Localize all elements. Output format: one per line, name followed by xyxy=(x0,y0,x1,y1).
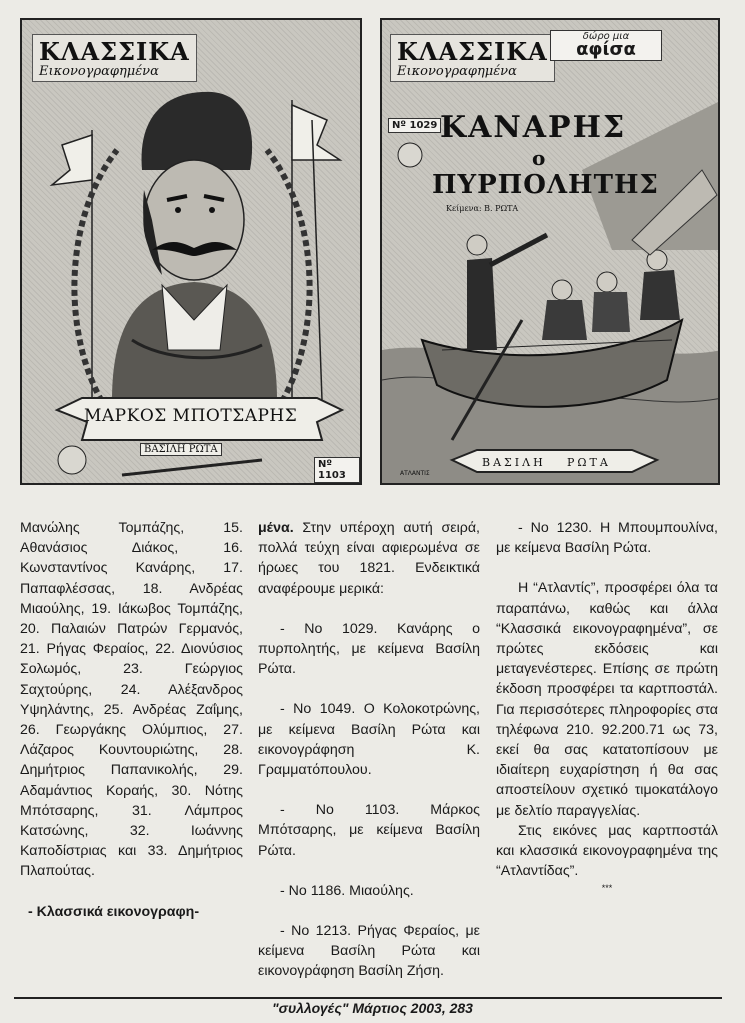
masthead-title: ΚΛΑΣΣΙΚΑ xyxy=(39,37,190,66)
section-heading-text: - Κλασσικά εικονογραφη- xyxy=(28,903,200,920)
issue-badge: Nº 1103 xyxy=(314,457,360,483)
atlantis-offer-paragraph: Η “Ατλαντίς”, προσφέρει όλα τα παραπάνω, καθώς και άλλα “Κλασσικά εικονογραφημένα”, σε πρώτες εκδόσεις και μεταγενέστερες. Επίσης σε πρώτη έκδοση προσφέρει τα καρτποστάλ. Για περισσότερες πληροφορίες στα τηλέφωνα 210. 92.200.71 ως 73, εκεί θα σας κατατοπίσουν με ιδιαίτερη ευχαρίστηση ή θα σας αποστείλουν σχετικό τιμοκατάλογο με δελτίο παραγγελίας. xyxy=(496,580,718,819)
heroes-list-paragraph: Μανώλης Τομπάζης, 15. Αθανάσιος Διάκος, 16. Κωνσταντίνος Κανάρης, 17. Παπαφλέσσας, 18. Ανδρέας Μιαούλης, 19. Ιάκωβος Τομπάζης, 20. Παλαιών Πατρών Γερμανός, 21. Ρήγας Φεραίος, 22. Διονύσιος Σολωμός, 23. Γεώργιος Σαχτούρης, 24. Αλέξανδρος Υψηλάντης, 25. Ανδρέας Ζαΐμης, 26. Γεωργάκης Ολύμπιος, 27. Λάζαρος Κουντουριώτης, 28. Δημήτριος Παπανικολής, 29. Αδαμάντιος Κοραής, 30. Νότης Μπότσαρης, 31. Λάμπρος Κατσώνης, 32. Ιωάννης Καποδίστριας και 33. Δημήτριος Πλαπούτας. xyxy=(20,520,243,880)
list-item: - Νο 1029. Κανάρης ο πυρπολητής, με κείμενα Βασίλη Ρώτα. xyxy=(258,620,480,678)
masthead xyxy=(32,34,197,82)
list-item: - Νο 1213. Ρήγας Φεραίος, με κείμενα Βασίλη Ρώτα και εικονογράφηση Βασίλη Ζήση. xyxy=(258,923,480,980)
list-item: - Νο 1103. Μάρκος Μπότσαρης, με κείμενα Βασίλη Ρώτα. xyxy=(258,802,480,859)
page-footer: "συλλογές" Μάρτιος 2003, 283 xyxy=(272,1000,473,1016)
issue-badge: Nº 1029 xyxy=(388,118,441,133)
list-item: - Νο 1049. Ο Κολοκοτρώνης, με κείμενα Βασίλη Ρώτα και εικονογράφηση Κ. Γραμματόπουλου. xyxy=(258,701,480,779)
section-heading-end: μένα. xyxy=(258,520,294,536)
cover-credit: Κείμενα: Β. ΡΩΤΑ xyxy=(446,204,519,213)
ribbon-author-last: ΡΩΤΑ xyxy=(567,456,611,469)
masthead-subtitle: Εικονογραφημένα xyxy=(397,64,517,79)
section-heading-start xyxy=(20,902,243,922)
gift-small-text: δώρο μια xyxy=(582,31,630,42)
images-caption-paragraph: Στις εικόνες μας καρτποστάλ και κλασσικά εικονογραφημένα της “Ατλαντίδας”. xyxy=(496,822,718,880)
footer-rule xyxy=(14,997,722,999)
cover-title-line2: ο xyxy=(532,146,546,170)
cover-title-line1: ΚΑΝΑΡΗΣ xyxy=(440,110,627,145)
masthead-subtitle: Εικονογραφημένα xyxy=(39,64,159,79)
end-mark: *** xyxy=(601,883,613,894)
boat-illustration xyxy=(382,20,720,485)
gift-poster-badge xyxy=(550,30,662,61)
column-1 xyxy=(20,518,243,922)
masthead xyxy=(390,34,555,82)
list-item: - Νο 1230. Η Μπουμπουλίνα, με κείμενα Βασίλη Ρώτα. xyxy=(496,520,718,557)
cover-markos-botsaris xyxy=(20,18,362,485)
cover-title-line3: ΠΥΡΠΟΛΗΤΗΣ xyxy=(432,170,659,200)
series-intro-paragraph xyxy=(258,518,480,599)
publisher-mark: ΑΤΛΑΝΤΙΣ xyxy=(400,470,430,477)
ribbon-name: ΜΑΡΚΟΣ ΜΠΟΤΣΑΡΗΣ xyxy=(84,406,298,426)
list-item: - Νο 1186. Μιαούλης. xyxy=(280,882,414,899)
ribbon-author-first: ΒΑΣΙΛΗ xyxy=(482,456,546,469)
gift-big-text: αφίσα xyxy=(576,39,636,60)
column-3 xyxy=(496,518,718,894)
column-2 xyxy=(258,518,480,982)
masthead-title: ΚΛΑΣΣΙΚΑ xyxy=(397,37,548,66)
cover-kanaris xyxy=(380,18,720,485)
series-intro-text: Στην υπέροχη αυτή σειρά, πολλά τεύχη είναι αφιερωμένα σε ήρωες του 1821. Ενδεικτικά αναφέρουμε μερικά: xyxy=(258,520,480,597)
ribbon-author: ΒΑΣΙΛΗ ΡΩΤΑ xyxy=(140,443,222,456)
